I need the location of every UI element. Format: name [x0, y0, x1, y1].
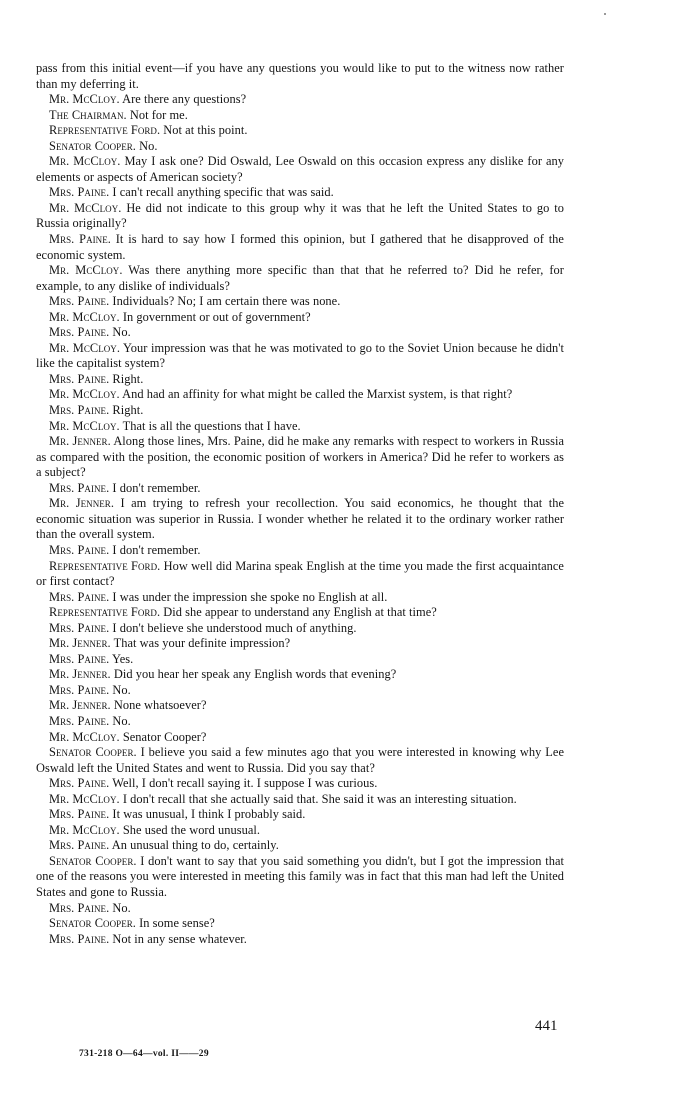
transcript-paragraph: [36, 807, 564, 823]
speaker-name: Mr. McCloy.: [49, 340, 120, 355]
speech-text: Not at this point.: [163, 123, 248, 138]
speech-text: Right.: [112, 371, 144, 386]
transcript-paragraph: [36, 621, 564, 637]
transcript-paragraph: [36, 108, 564, 124]
speaker-name: Mrs. Paine.: [49, 480, 110, 495]
transcript-paragraph: [36, 496, 564, 543]
transcript-paragraph: [36, 698, 564, 714]
transcript-paragraph: [36, 730, 564, 746]
transcript-paragraph: [36, 714, 564, 730]
transcript-paragraph: [36, 838, 564, 854]
speech-text: I don't want to say that you said something you didn't, but I got the impression that one of the reasons you were interested in meeting this family was in fact that this man had left the United States and gone to Russia.: [36, 853, 564, 899]
speaker-name: Mrs. Paine.: [49, 542, 110, 557]
transcript-paragraph: [36, 403, 564, 419]
speaker-name: Mrs. Paine.: [49, 838, 110, 853]
speaker-name: Mr. McCloy.: [49, 309, 120, 324]
speaker-name: Mr. McCloy.: [49, 418, 120, 433]
transcript-paragraph: [36, 590, 564, 606]
speaker-name: Mr. McCloy.: [49, 92, 120, 107]
speech-text: I don't remember.: [112, 542, 201, 557]
speaker-name: Mr. McCloy.: [49, 729, 120, 744]
transcript-paragraph: [36, 201, 564, 232]
speech-text: I don't believe she understood much of anything.: [112, 620, 357, 635]
speech-text: It was unusual, I think I probably said.: [112, 807, 306, 822]
speech-text: He did not indicate to this group why it was that he left the United States to go to Russia originally?: [36, 200, 564, 231]
transcript-paragraph: [36, 61, 564, 92]
speech-text: In some sense?: [139, 916, 215, 931]
speech-text: That was your definite impression?: [113, 636, 291, 651]
speech-text: No.: [112, 682, 131, 697]
transcript-paragraph: [36, 325, 564, 341]
transcript-paragraph: [36, 745, 564, 776]
transcript-paragraph: [36, 667, 564, 683]
speaker-name: Mrs. Paine.: [49, 620, 110, 635]
speech-text: Was there anything more specific than that that he referred to? Did he refer, for example, to any dislike of individuals?: [36, 263, 564, 293]
transcript-paragraph: [36, 294, 564, 310]
speech-text: Not for me.: [129, 107, 188, 122]
transcript-paragraph: [36, 823, 564, 839]
transcript-paragraph: [36, 372, 564, 388]
speaker-name: Mrs. Paine.: [49, 232, 111, 247]
speech-text: Right.: [112, 403, 144, 418]
transcript-paragraph: [36, 263, 564, 294]
speaker-name: Senator Cooper.: [49, 138, 136, 153]
speech-text: Did she appear to understand any English at that time?: [163, 605, 437, 620]
transcript-paragraph: [36, 854, 564, 901]
speech-text: Individuals? No; I am certain there was none.: [112, 294, 341, 309]
speech-text: Did you hear her speak any English words that evening?: [113, 667, 397, 682]
speaker-name: Representative Ford.: [49, 605, 161, 620]
scan-speck: [604, 13, 606, 15]
speaker-name: Mr. Jenner.: [49, 496, 114, 511]
speaker-name: Mr. McCloy.: [49, 791, 120, 806]
print-code-footer: 731-218 O—64—vol. II——29: [79, 1049, 209, 1059]
speaker-name: Mrs. Paine.: [49, 651, 110, 666]
speaker-name: Mr. McCloy.: [49, 387, 120, 402]
speech-text: And had an affinity for what might be called the Marxist system, is that right?: [122, 387, 513, 402]
transcript-paragraph: [36, 683, 564, 699]
speaker-name: Senator Cooper.: [49, 745, 137, 760]
speaker-name: Mrs. Paine.: [49, 807, 110, 822]
speaker-name: Senator Cooper.: [49, 853, 137, 868]
speaker-name: Mr. McCloy.: [49, 200, 122, 215]
speech-text: May I ask one? Did Oswald, Lee Oswald on this occasion express any dislike for any elements or aspects of American society?: [36, 154, 564, 184]
speech-text: I was under the impression she spoke no English at all.: [112, 589, 388, 604]
speaker-name: Mrs. Paine.: [49, 371, 110, 386]
speech-text: I am trying to refresh your recollection. You said economics, he thought that the economic situation was superior in Russia. I wonder whether he related it to the ordinary worker rather than the overall system.: [36, 496, 564, 542]
speech-text: I believe you said a few minutes ago that you were interested in knowing why Lee Oswald left the United States and went to Russia. Did you say that?: [36, 745, 564, 775]
transcript-paragraph: [36, 341, 564, 372]
transcript-paragraph: [36, 232, 564, 263]
speech-text: I don't recall that she actually said that. She said it was an interesting situation.: [122, 791, 517, 806]
transcript-paragraph: [36, 652, 564, 668]
transcript-paragraph: [36, 776, 564, 792]
speech-text: I can't recall anything specific that was said.: [112, 185, 334, 200]
speech-text: An unusual thing to do, certainly.: [111, 838, 279, 853]
speaker-name: Mrs. Paine.: [49, 900, 110, 915]
speaker-name: Mrs. Paine.: [49, 713, 110, 728]
speaker-name: The Chairman.: [49, 107, 127, 122]
speech-text: Well, I don't recall saying it. I suppose I was curious.: [112, 776, 378, 791]
speaker-name: Mr. Jenner.: [49, 434, 111, 449]
transcript-paragraph: [36, 481, 564, 497]
transcript-paragraph: [36, 185, 564, 201]
transcript-paragraph: [36, 419, 564, 435]
transcript-paragraph: [36, 932, 564, 948]
transcript-paragraph: [36, 559, 564, 590]
speaker-name: Mr. Jenner.: [49, 636, 111, 651]
transcript-paragraph: [36, 605, 564, 621]
transcript-paragraph: [36, 916, 564, 932]
speaker-name: Mrs. Paine.: [49, 325, 110, 340]
transcript-paragraph: [36, 154, 564, 185]
speaker-name: Mr. Jenner.: [49, 698, 111, 713]
speech-text: No.: [112, 713, 131, 728]
speech-text: pass from this initial event—if you have any questions you would like to put to the witness now rather than my deferring it.: [36, 61, 564, 91]
speaker-name: Representative Ford.: [49, 123, 161, 138]
speaker-name: Mr. Jenner.: [49, 667, 111, 682]
speaker-name: Mrs. Paine.: [49, 403, 110, 418]
speech-text: No.: [112, 900, 131, 915]
transcript-paragraph: [36, 434, 564, 481]
speaker-name: Senator Cooper.: [49, 916, 136, 931]
page-number: 441: [535, 1018, 558, 1034]
speaker-name: Mr. McCloy.: [49, 154, 121, 169]
transcript-paragraph: [36, 543, 564, 559]
speech-text: It is hard to say how I formed this opinion, but I gathered that he disapproved of the economic system.: [36, 232, 564, 262]
speaker-name: Mrs. Paine.: [49, 931, 110, 946]
transcript-paragraph: [36, 139, 564, 155]
transcript-paragraph: [36, 901, 564, 917]
speech-text: Not in any sense whatever.: [112, 931, 247, 946]
speech-text: Your impression was that he was motivated to go to the Soviet Union because he didn't like the capitalist system?: [36, 340, 564, 371]
transcript-paragraph: [36, 636, 564, 652]
transcript-paragraph: [36, 310, 564, 326]
speech-text: I don't remember.: [112, 480, 201, 495]
speaker-name: Mr. McCloy.: [49, 822, 120, 837]
speech-text: How well did Marina speak English at the time you made the first acquaintance or first contact?: [36, 558, 564, 589]
speech-text: Along those lines, Mrs. Paine, did he make any remarks with respect to workers in Russia as compared with the position, the economic position of workers in America? Did he refer to workers as a subject?: [36, 434, 565, 480]
transcript-paragraph: [36, 92, 564, 108]
speech-text: She used the word unusual.: [122, 822, 261, 837]
speech-text: In government or out of government?: [122, 309, 311, 324]
transcript-body: [36, 61, 564, 947]
transcript-paragraph: [36, 387, 564, 403]
transcript-paragraph: [36, 123, 564, 139]
speaker-name: Representative Ford.: [49, 558, 161, 573]
speech-text: Senator Cooper?: [122, 729, 207, 744]
speech-text: Are there any questions?: [122, 92, 247, 107]
speech-text: No.: [139, 138, 158, 153]
speech-text: Yes.: [111, 651, 134, 666]
transcript-paragraph: [36, 792, 564, 808]
speaker-name: Mrs. Paine.: [49, 294, 110, 309]
speaker-name: Mrs. Paine.: [49, 776, 110, 791]
speech-text: No.: [112, 325, 131, 340]
speaker-name: Mr. McCloy.: [49, 263, 123, 278]
speaker-name: Mrs. Paine.: [49, 185, 110, 200]
speech-text: None whatsoever?: [113, 698, 207, 713]
speaker-name: Mrs. Paine.: [49, 682, 110, 697]
speaker-name: Mrs. Paine.: [49, 589, 110, 604]
speech-text: That is all the questions that I have.: [122, 418, 301, 433]
